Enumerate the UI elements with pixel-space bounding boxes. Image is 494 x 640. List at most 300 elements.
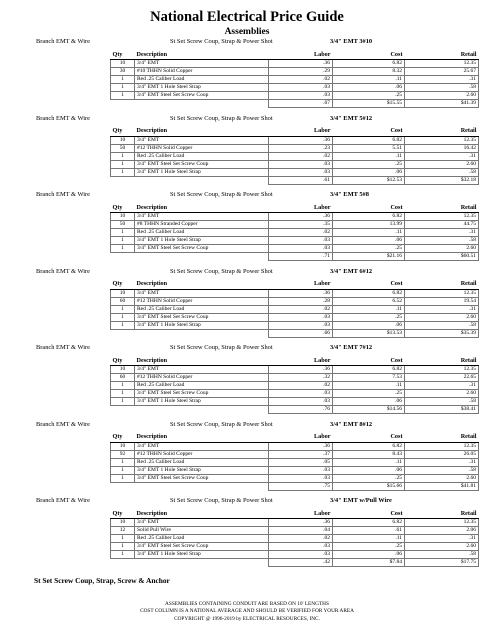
cell-cost: .06: [333, 398, 405, 406]
cell-labor: .03: [269, 474, 333, 482]
cell-cost: .25: [333, 160, 405, 168]
cell-labor: .05: [269, 458, 333, 466]
column-header-qty: Qty: [111, 508, 135, 519]
table-row: [111, 221, 479, 229]
total-cost: $7.84: [333, 559, 405, 567]
cell-cost: .11: [333, 535, 405, 543]
cell-labor: .03: [269, 237, 333, 245]
table-header-row: [111, 508, 479, 519]
cell-description: 3/4" EMT: [135, 136, 269, 144]
section-header: [0, 344, 494, 354]
cell-cost: .61: [333, 527, 405, 535]
cell-labor: .03: [269, 92, 333, 100]
cell-qty: 1: [111, 313, 135, 321]
column-header-description: Description: [135, 508, 269, 519]
empty-cell: [111, 406, 135, 414]
table-row: [111, 527, 479, 535]
cell-retail: 22.65: [405, 374, 479, 382]
cell-qty: 1: [111, 390, 135, 398]
cell-description: #12 THHN Solid Copper: [135, 144, 269, 152]
column-header-labor: Labor: [269, 508, 333, 519]
table-row: [111, 289, 479, 297]
cell-cost: 8.32: [333, 68, 405, 76]
table-row: [111, 76, 479, 84]
cell-cost: 6.82: [333, 366, 405, 374]
section-category: Branch EMT & Wire: [36, 497, 90, 504]
cell-retail: .58: [405, 551, 479, 559]
cell-labor: .03: [269, 168, 333, 176]
empty-cell: [111, 329, 135, 337]
cell-description: Red .25 Caliber Load: [135, 305, 269, 313]
total-cost: $21.16: [333, 253, 405, 261]
section-category: Branch EMT & Wire: [36, 191, 90, 198]
cell-description: Red .25 Caliber Load: [135, 152, 269, 160]
section-size: 3/4" EMT w/Pull Wire: [330, 497, 392, 504]
cell-qty: 1: [111, 245, 135, 253]
table-row: [111, 321, 479, 329]
cell-description: 3/4" EMT: [135, 519, 269, 527]
table-row: [111, 92, 479, 100]
totals-row: [111, 253, 479, 261]
cell-cost: 5.51: [333, 144, 405, 152]
cell-qty: 50: [111, 144, 135, 152]
totals-row: [111, 559, 479, 567]
assembly-table: [110, 432, 479, 491]
cell-cost: 6.82: [333, 213, 405, 221]
cell-qty: 10: [111, 213, 135, 221]
cell-retail: .58: [405, 321, 479, 329]
table-row: [111, 144, 479, 152]
cell-labor: .36: [269, 289, 333, 297]
total-retail: $38.41: [405, 406, 479, 414]
cell-cost: .25: [333, 245, 405, 253]
cell-cost: .25: [333, 474, 405, 482]
column-header-labor: Labor: [269, 202, 333, 213]
total-labor: .66: [269, 329, 333, 337]
cell-labor: .02: [269, 76, 333, 84]
total-labor: .75: [269, 482, 333, 490]
cell-retail: 2.60: [405, 245, 479, 253]
cell-retail: .31: [405, 382, 479, 390]
section-method: St Set Screw Coup, Strap & Power Shot: [170, 38, 273, 45]
assembly-table: [110, 126, 479, 185]
page-title: National Electrical Price Guide: [150, 9, 344, 25]
cell-description: 3/4" EMT Steel Set Screw Coup: [135, 390, 269, 398]
total-retail: $41.39: [405, 100, 479, 108]
cell-labor: .36: [269, 60, 333, 68]
column-header-labor: Labor: [269, 49, 333, 60]
section-method: St Set Screw Coup, Strap & Power Shot: [170, 191, 273, 198]
cell-retail: 12.35: [405, 442, 479, 450]
column-header-labor: Labor: [269, 355, 333, 366]
section-size: 3/4" EMT 5#8: [330, 191, 369, 198]
table-header-row: [111, 279, 479, 290]
cell-qty: 10: [111, 60, 135, 68]
cell-description: 3/4" EMT: [135, 60, 269, 68]
table-row: [111, 136, 479, 144]
section-size: 3/4" EMT 8#12: [330, 420, 373, 428]
cell-description: 3/4" EMT 1 Hole Steel Strap: [135, 237, 269, 245]
cell-labor: .36: [269, 442, 333, 450]
cell-retail: .31: [405, 76, 479, 84]
cell-labor: .36: [269, 213, 333, 221]
cell-labor: .03: [269, 321, 333, 329]
cell-cost: .11: [333, 76, 405, 84]
table-header-row: [111, 432, 479, 443]
cell-cost: .25: [333, 390, 405, 398]
cell-labor: .03: [269, 466, 333, 474]
cell-cost: .25: [333, 313, 405, 321]
section-size: 3/4" EMT 3#10: [330, 38, 373, 45]
total-retail: $35.39: [405, 329, 479, 337]
section-size: 3/4" EMT 6#12: [330, 267, 373, 275]
section-header: [0, 115, 494, 125]
totals-row: [111, 406, 479, 414]
empty-cell: [135, 559, 269, 567]
section-size: 3/4" EMT 7#12: [330, 344, 373, 351]
cell-qty: 1: [111, 237, 135, 245]
table-header-row: [111, 355, 479, 366]
column-header-cost: Cost: [333, 508, 405, 519]
cell-retail: 12.35: [405, 213, 479, 221]
cell-description: Solid Pull Wire: [135, 527, 269, 535]
cell-retail: 2.60: [405, 543, 479, 551]
cell-description: 3/4" EMT 1 Hole Steel Strap: [135, 551, 269, 559]
cell-labor: .28: [269, 297, 333, 305]
cell-qty: 1: [111, 229, 135, 237]
cell-qty: 1: [111, 76, 135, 84]
empty-cell: [135, 253, 269, 261]
cell-description: 3/4" EMT: [135, 213, 269, 221]
cell-labor: .02: [269, 382, 333, 390]
cell-cost: .11: [333, 152, 405, 160]
column-header-retail: Retail: [405, 355, 479, 366]
column-header-qty: Qty: [111, 279, 135, 290]
cell-labor: .02: [269, 152, 333, 160]
table-row: [111, 543, 479, 551]
footer-note: COPYRIGHT @ 1996-2019 by ELECTRICAL RESOURCES, INC.: [174, 615, 320, 622]
section-method: St Set Screw Coup, Strap & Power Shot: [170, 420, 273, 428]
cell-description: 3/4" EMT Steel Set Screw Coup: [135, 313, 269, 321]
cell-qty: 60: [111, 297, 135, 305]
cell-cost: 6.52: [333, 297, 405, 305]
column-header-cost: Cost: [333, 432, 405, 443]
cell-description: Red .25 Caliber Load: [135, 535, 269, 543]
cell-cost: .06: [333, 237, 405, 245]
cell-cost: 7.53: [333, 374, 405, 382]
table-row: [111, 313, 479, 321]
column-header-retail: Retail: [405, 432, 479, 443]
total-cost: $12.53: [333, 176, 405, 184]
table-row: [111, 551, 479, 559]
cell-description: 3/4" EMT Steel Set Screw Coup: [135, 474, 269, 482]
cell-qty: 10: [111, 519, 135, 527]
column-header-retail: Retail: [405, 279, 479, 290]
section-size: 3/4" EMT 5#12: [330, 114, 373, 122]
table-row: [111, 60, 479, 68]
cell-labor: .03: [269, 313, 333, 321]
table-header-row: [111, 49, 479, 60]
cell-description: 3/4" EMT Steel Set Screw Coup: [135, 543, 269, 551]
section-category: Branch EMT & Wire: [36, 267, 90, 275]
cell-labor: .02: [269, 229, 333, 237]
cell-retail: .31: [405, 458, 479, 466]
column-header-cost: Cost: [333, 355, 405, 366]
cell-cost: .11: [333, 458, 405, 466]
cell-qty: 10: [111, 366, 135, 374]
section-method: St Set Screw Coup, Strap & Power Shot: [170, 497, 273, 504]
table-row: [111, 458, 479, 466]
cell-cost: .06: [333, 551, 405, 559]
totals-row: [111, 176, 479, 184]
cell-labor: .32: [269, 374, 333, 382]
table-row: [111, 474, 479, 482]
section-category: Branch EMT & Wire: [36, 420, 90, 428]
table-row: [111, 374, 479, 382]
column-header-retail: Retail: [405, 508, 479, 519]
cell-retail: 2.60: [405, 390, 479, 398]
footer-note: COST COLUMN IS A NATIONAL AVERAGE AND SHOULD BE VERIFIED FOR YOUR AREA: [140, 608, 354, 615]
cell-retail: .58: [405, 398, 479, 406]
cell-qty: 1: [111, 305, 135, 313]
total-labor: .71: [269, 253, 333, 261]
cell-qty: 10: [111, 289, 135, 297]
cell-qty: 12: [111, 527, 135, 535]
page-subtitle: Assemblies: [224, 27, 270, 37]
table-row: [111, 152, 479, 160]
cell-labor: .36: [269, 519, 333, 527]
empty-cell: [135, 329, 269, 337]
cell-labor: .03: [269, 551, 333, 559]
section-method: St Set Screw Coup, Strap & Power Shot: [170, 344, 273, 351]
section-category: Branch EMT & Wire: [36, 38, 90, 45]
table-row: [111, 519, 479, 527]
cell-description: 3/4" EMT 1 Hole Steel Strap: [135, 466, 269, 474]
table-row: [111, 84, 479, 92]
table-row: [111, 390, 479, 398]
column-header-cost: Cost: [333, 49, 405, 60]
table-header-row: [111, 126, 479, 137]
cell-cost: .11: [333, 305, 405, 313]
column-header-description: Description: [135, 279, 269, 290]
cell-cost: .11: [333, 382, 405, 390]
section-header: [0, 268, 494, 278]
cell-retail: 2.06: [405, 527, 479, 535]
cell-retail: .31: [405, 229, 479, 237]
table-row: [111, 398, 479, 406]
cell-qty: 1: [111, 458, 135, 466]
table-row: [111, 160, 479, 168]
cell-retail: 19.54: [405, 297, 479, 305]
cell-retail: 2.60: [405, 160, 479, 168]
column-header-qty: Qty: [111, 202, 135, 213]
cell-qty: 1: [111, 382, 135, 390]
cell-qty: 1: [111, 92, 135, 100]
section-header: [0, 38, 494, 48]
table-row: [111, 68, 479, 76]
column-header-description: Description: [135, 126, 269, 137]
cell-retail: 12.35: [405, 60, 479, 68]
section-method: St Set Screw Coup, Strap & Power Shot: [170, 114, 273, 122]
section-header: [0, 191, 494, 201]
cell-retail: 26.05: [405, 450, 479, 458]
empty-cell: [111, 100, 135, 108]
next-assembly-heading: St Set Screw Coup, Strap, Screw & Anchor: [34, 576, 170, 585]
table-row: [111, 305, 479, 313]
cell-description: 3/4" EMT Steel Set Screw Coup: [135, 92, 269, 100]
cell-description: #8 THHN Stranded Copper: [135, 221, 269, 229]
column-header-labor: Labor: [269, 126, 333, 137]
footer-note: ASSEMBLIES CONTAINING CONDUIT ARE BASED ON 10' LENGTHS: [165, 601, 329, 607]
cell-labor: .03: [269, 543, 333, 551]
total-labor: .67: [269, 100, 333, 108]
cell-labor: .03: [269, 245, 333, 253]
section-method: St Set Screw Coup, Strap & Power Shot: [170, 267, 273, 275]
column-header-description: Description: [135, 355, 269, 366]
cell-retail: 12.35: [405, 519, 479, 527]
cell-cost: .25: [333, 92, 405, 100]
section-header: [0, 421, 494, 431]
cell-qty: 1: [111, 535, 135, 543]
column-header-labor: Labor: [269, 279, 333, 290]
table-row: [111, 229, 479, 237]
cell-qty: 92: [111, 450, 135, 458]
cell-cost: .06: [333, 466, 405, 474]
table-row: [111, 245, 479, 253]
cell-retail: 25.67: [405, 68, 479, 76]
total-cost: $13.53: [333, 329, 405, 337]
assembly-table: [110, 279, 479, 338]
cell-qty: 60: [111, 374, 135, 382]
cell-retail: 16.42: [405, 144, 479, 152]
cell-description: 3/4" EMT Steel Set Screw Coup: [135, 160, 269, 168]
empty-cell: [135, 100, 269, 108]
cell-description: #12 THHN Solid Copper: [135, 450, 269, 458]
cell-retail: .31: [405, 305, 479, 313]
cell-cost: .25: [333, 543, 405, 551]
table-row: [111, 237, 479, 245]
table-row: [111, 366, 479, 374]
cell-description: Red .25 Caliber Load: [135, 76, 269, 84]
cell-description: 3/4" EMT: [135, 442, 269, 450]
cell-description: Red .25 Caliber Load: [135, 458, 269, 466]
cell-description: #10 THHN Solid Copper: [135, 68, 269, 76]
cell-description: 3/4" EMT Steel Set Screw Coup: [135, 245, 269, 253]
total-labor: .61: [269, 176, 333, 184]
cell-qty: 1: [111, 474, 135, 482]
column-header-cost: Cost: [333, 202, 405, 213]
cell-labor: .29: [269, 68, 333, 76]
assembly-table: [110, 49, 479, 108]
table-row: [111, 535, 479, 543]
cell-cost: .11: [333, 229, 405, 237]
cell-retail: .58: [405, 237, 479, 245]
column-header-retail: Retail: [405, 126, 479, 137]
cell-qty: 1: [111, 168, 135, 176]
table-header-row: [111, 202, 479, 213]
total-cost: $15.55: [333, 100, 405, 108]
cell-description: Red .25 Caliber Load: [135, 382, 269, 390]
cell-qty: 10: [111, 442, 135, 450]
table-row: [111, 450, 479, 458]
cell-qty: 50: [111, 221, 135, 229]
cell-qty: 1: [111, 160, 135, 168]
cell-retail: 2.60: [405, 313, 479, 321]
cell-labor: .03: [269, 160, 333, 168]
column-header-cost: Cost: [333, 126, 405, 137]
cell-retail: 44.75: [405, 221, 479, 229]
cell-qty: 1: [111, 543, 135, 551]
cell-labor: .03: [269, 390, 333, 398]
empty-cell: [135, 482, 269, 490]
assembly-table: [110, 202, 479, 261]
cell-cost: 6.82: [333, 442, 405, 450]
total-labor: .42: [269, 559, 333, 567]
table-row: [111, 466, 479, 474]
column-header-qty: Qty: [111, 432, 135, 443]
cell-cost: .06: [333, 168, 405, 176]
total-cost: $14.56: [333, 406, 405, 414]
cell-cost: 6.82: [333, 289, 405, 297]
column-header-description: Description: [135, 202, 269, 213]
total-retail: $41.81: [405, 482, 479, 490]
assembly-table: [110, 355, 479, 414]
total-retail: $32.18: [405, 176, 479, 184]
cell-retail: 12.35: [405, 136, 479, 144]
cell-description: #12 THHN Solid Copper: [135, 374, 269, 382]
empty-cell: [111, 176, 135, 184]
cell-retail: 2.60: [405, 92, 479, 100]
cell-cost: 6.82: [333, 519, 405, 527]
cell-retail: .58: [405, 84, 479, 92]
cell-labor: .35: [269, 221, 333, 229]
cell-description: 3/4" EMT: [135, 289, 269, 297]
section-category: Branch EMT & Wire: [36, 114, 90, 122]
cell-labor: .23: [269, 144, 333, 152]
total-retail: $17.75: [405, 559, 479, 567]
section-header: [0, 497, 494, 507]
cell-qty: 1: [111, 398, 135, 406]
column-header-retail: Retail: [405, 49, 479, 60]
cell-description: 3/4" EMT 1 Hole Steel Strap: [135, 398, 269, 406]
cell-retail: .58: [405, 168, 479, 176]
column-header-qty: Qty: [111, 49, 135, 60]
cell-labor: .03: [269, 84, 333, 92]
totals-row: [111, 482, 479, 490]
cell-qty: 30: [111, 68, 135, 76]
column-header-qty: Qty: [111, 126, 135, 137]
cell-labor: .36: [269, 136, 333, 144]
cell-retail: 2.60: [405, 474, 479, 482]
cell-labor: .04: [269, 527, 333, 535]
cell-description: 3/4" EMT 1 Hole Steel Strap: [135, 168, 269, 176]
cell-cost: 13.99: [333, 221, 405, 229]
column-header-cost: Cost: [333, 279, 405, 290]
cell-cost: 6.82: [333, 136, 405, 144]
cell-qty: 10: [111, 136, 135, 144]
cell-retail: .31: [405, 152, 479, 160]
cell-qty: 1: [111, 466, 135, 474]
empty-cell: [111, 482, 135, 490]
column-header-qty: Qty: [111, 355, 135, 366]
total-retail: $60.51: [405, 253, 479, 261]
cell-retail: 12.35: [405, 289, 479, 297]
empty-cell: [135, 406, 269, 414]
total-cost: $15.66: [333, 482, 405, 490]
assembly-table: [110, 508, 479, 567]
empty-cell: [111, 253, 135, 261]
cell-retail: .31: [405, 535, 479, 543]
